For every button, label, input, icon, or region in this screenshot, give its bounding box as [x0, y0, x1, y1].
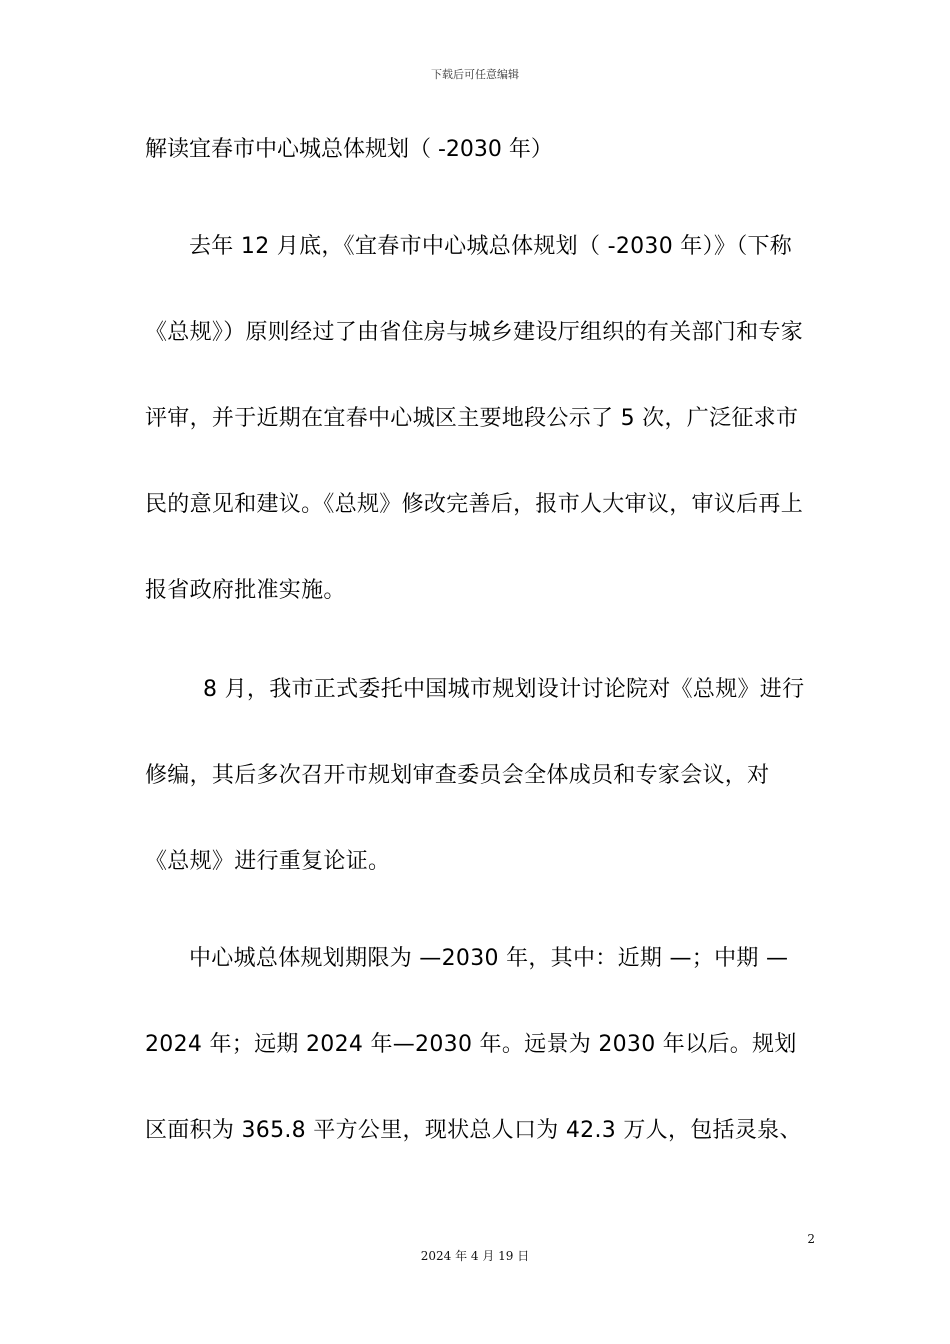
- paragraph-3: 中心城总体规划期限为 —2030 年，其中：近期 —；中期 — 2024 年；远期 2024 年—2030 年。远景为 2030 年以后。规划区面积为 365.8 平方公里，现状总人口为 42.3 万人，包括灵泉、: [145, 946, 802, 1143]
- document-title: 解读宜春市中心城总体规划（ -2030 年）: [145, 137, 553, 162]
- page-number: 2: [807, 1232, 815, 1246]
- paragraph-2: 8 月，我市正式委托中国城市规划设计讨论院对《总规》进行修编，其后多次召开市规划审查委员会全体成员和专家会议，对《总规》进行重复论证。: [145, 677, 805, 874]
- paragraph-1: 去年 12 月底，《宜春市中心城总体规划（ -2030 年）》（下称《总规》）原则经过了由省住房与城乡建设厅组织的有关部门和专家评审，并于近期在宜春中心城区主要地段公示了 5 次，广泛征求市民的意见和建议。《总规》修改完善后，报市人大审议，审议后再上报省政府批准实施。: [145, 234, 804, 603]
- footer-date: 2024 年 4 月 19 日: [420, 1249, 530, 1263]
- header-note: 下载后可任意编辑: [431, 68, 519, 81]
